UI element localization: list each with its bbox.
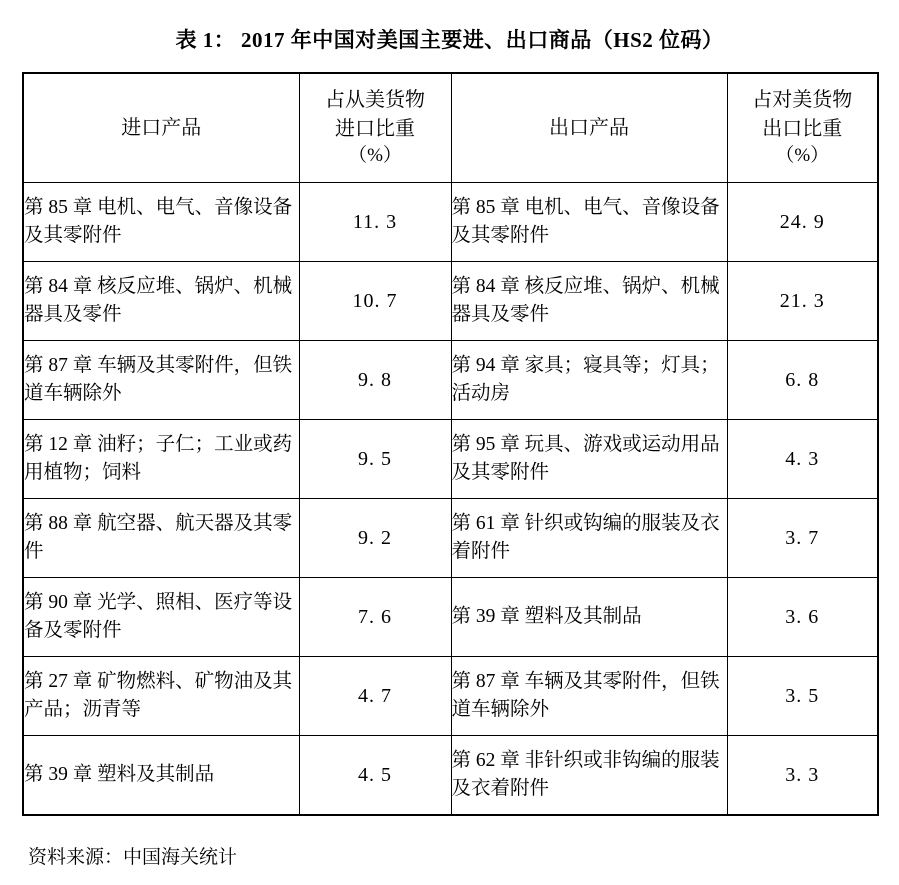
column-header-export-share-line2: 出口比重 [762, 117, 843, 140]
cell-import-product: 第 12 章 油籽；子仁；工业或药用植物；饲料 [23, 420, 299, 499]
cell-import-share: 9. 5 [299, 420, 451, 499]
table-row [23, 420, 878, 499]
column-header-import-share-line2: 进口比重 [335, 117, 415, 140]
table-row [23, 657, 878, 736]
trade-table [22, 72, 879, 816]
cell-import-share: 10. 7 [299, 262, 451, 341]
cell-import-product: 第 27 章 矿物燃料、矿物油及其产品；沥青等 [23, 657, 299, 736]
cell-import-product: 第 88 章 航空器、航天器及其零件 [23, 499, 299, 578]
table-row [23, 183, 878, 262]
cell-export-product: 第 87 章 车辆及其零附件，但铁道车辆除外 [451, 657, 727, 736]
table-header [23, 73, 878, 183]
table-body [23, 183, 878, 816]
cell-export-product: 第 85 章 电机、电气、音像设备及其零附件 [451, 183, 727, 262]
cell-export-product: 第 61 章 针织或钩编的服装及衣着附件 [451, 499, 727, 578]
table-container [0, 72, 899, 816]
cell-export-share: 3. 6 [727, 578, 878, 657]
table-row [23, 262, 878, 341]
cell-export-share: 21. 3 [727, 262, 878, 341]
cell-import-product: 第 85 章 电机、电气、音像设备及其零附件 [23, 183, 299, 262]
column-header-export-product [451, 73, 727, 183]
cell-import-share: 7. 6 [299, 578, 451, 657]
table-row [23, 578, 878, 657]
source-note: 资料来源：中国海关统计 [28, 847, 238, 868]
cell-export-product: 第 39 章 塑料及其制品 [451, 578, 727, 657]
table-row [23, 499, 878, 578]
cell-import-share: 4. 5 [299, 736, 451, 816]
column-header-import-share-unit: （%） [348, 144, 402, 166]
cell-export-share: 4. 3 [727, 420, 878, 499]
column-header-import-product-line1: 进口产品 [121, 116, 202, 139]
cell-export-share: 24. 9 [727, 183, 878, 262]
cell-import-share: 11. 3 [299, 183, 451, 262]
cell-export-product: 第 84 章 核反应堆、锅炉、机械器具及零件 [451, 262, 727, 341]
cell-import-product: 第 90 章 光学、照相、医疗等设备及零附件 [23, 578, 299, 657]
cell-export-share: 6. 8 [727, 341, 878, 420]
cell-import-product: 第 84 章 核反应堆、锅炉、机械器具及零件 [23, 262, 299, 341]
cell-export-share: 3. 5 [727, 657, 878, 736]
column-header-import-share-line1: 占从美货物 [325, 89, 425, 112]
cell-import-product: 第 39 章 塑料及其制品 [23, 736, 299, 816]
column-header-export-product-line1: 出口产品 [549, 116, 629, 139]
page-title: 表 1： 2017 年中国对美国主要进、出口商品（HS2 位码） [175, 28, 724, 52]
cell-export-share: 3. 7 [727, 499, 878, 578]
cell-import-share: 9. 2 [299, 499, 451, 578]
cell-export-share: 3. 3 [727, 736, 878, 816]
table-row [23, 736, 878, 816]
cell-export-product: 第 95 章 玩具、游戏或运动用品及其零附件 [451, 420, 727, 499]
cell-import-product: 第 87 章 车辆及其零附件，但铁道车辆除外 [23, 341, 299, 420]
column-header-import-share [299, 73, 451, 183]
cell-export-product: 第 62 章 非针织或非钩编的服装及衣着附件 [451, 736, 727, 816]
column-header-import-product [23, 73, 299, 183]
cell-export-product: 第 94 章 家具；寝具等；灯具；活动房 [451, 341, 727, 420]
cell-import-share: 4. 7 [299, 657, 451, 736]
cell-import-share: 9. 8 [299, 341, 451, 420]
column-header-export-share [727, 73, 878, 183]
column-header-export-share-line1: 占对美货物 [752, 89, 853, 112]
table-header-row [23, 73, 878, 183]
column-header-export-share-unit: （%） [775, 144, 830, 166]
table-row [23, 341, 878, 420]
